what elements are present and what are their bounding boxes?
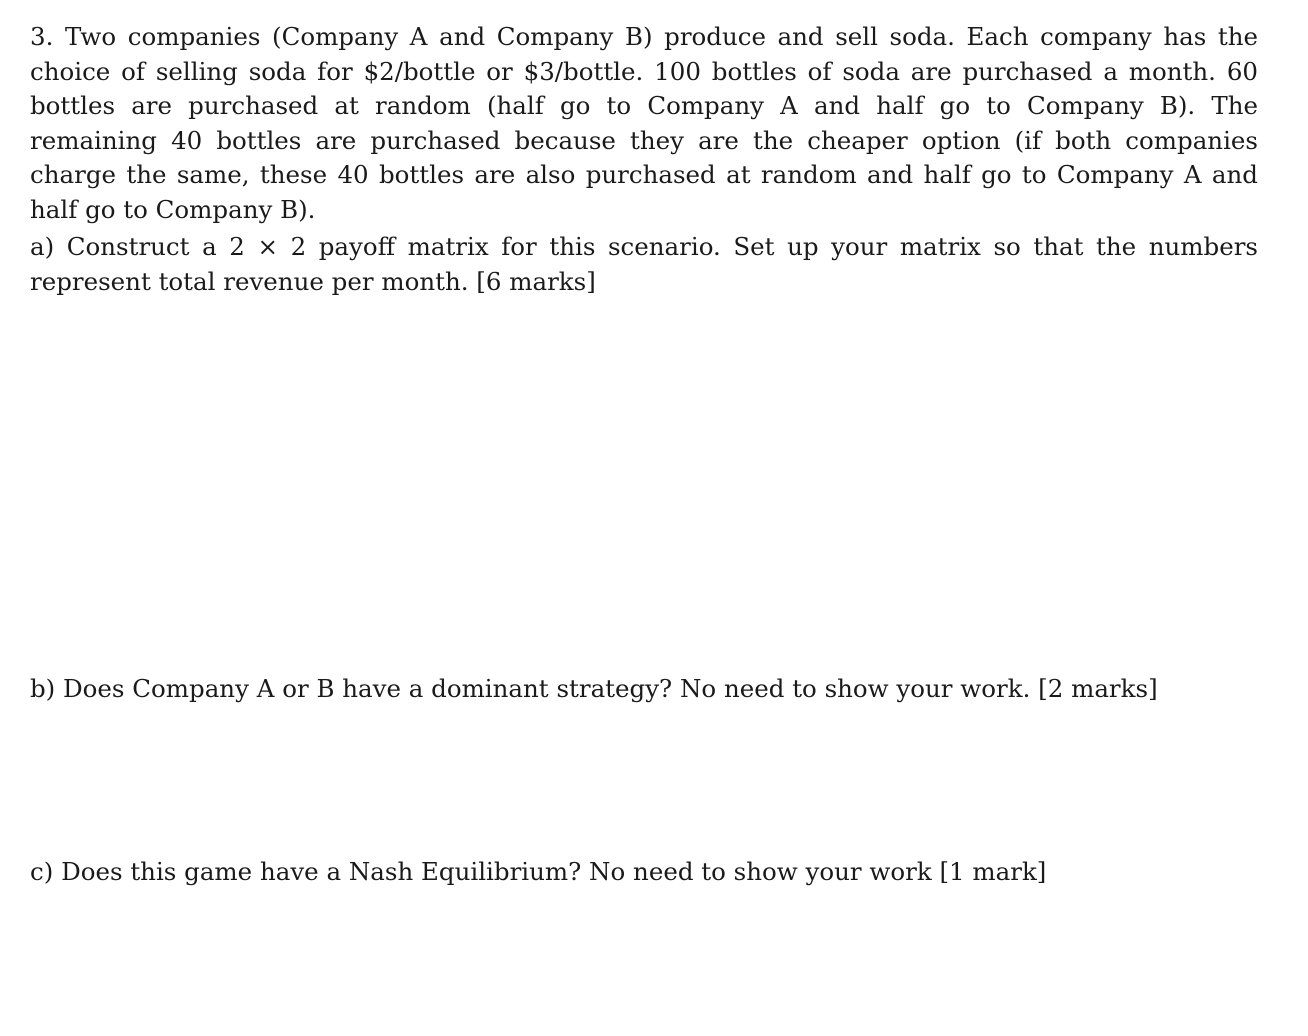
part-b-block (30, 672, 1258, 707)
part-a-block (30, 230, 1258, 299)
part-c-text: c) Does this game have a Nash Equilibrium? No need to show your work [1 mark] (30, 857, 1047, 886)
part-a-text: a) Construct a 2 × 2 payoff matrix for this scenario. Set up your matrix so that the numbers represent total revenue per month. [6 marks] (30, 232, 1258, 296)
question-intro-block (30, 20, 1258, 227)
part-b-text: b) Does Company A or B have a dominant strategy? No need to show your work. [2 marks] (30, 674, 1158, 703)
question-intro-text: 3. Two companies (Company A and Company B) produce and sell soda. Each company has the choice of selling soda for $2/bottle or $3/bottle. 100 bottles of soda are purchased a month. 60 bottles are purchased at random (half go to Company A and half go to Company B). The remaining 40 bottles are purchased because they are the cheaper option (if both companies charge the same, these 40 bottles are also purchased at random and half go to Company A and half go to Company B). (30, 22, 1258, 224)
part-c-block (30, 855, 1258, 890)
